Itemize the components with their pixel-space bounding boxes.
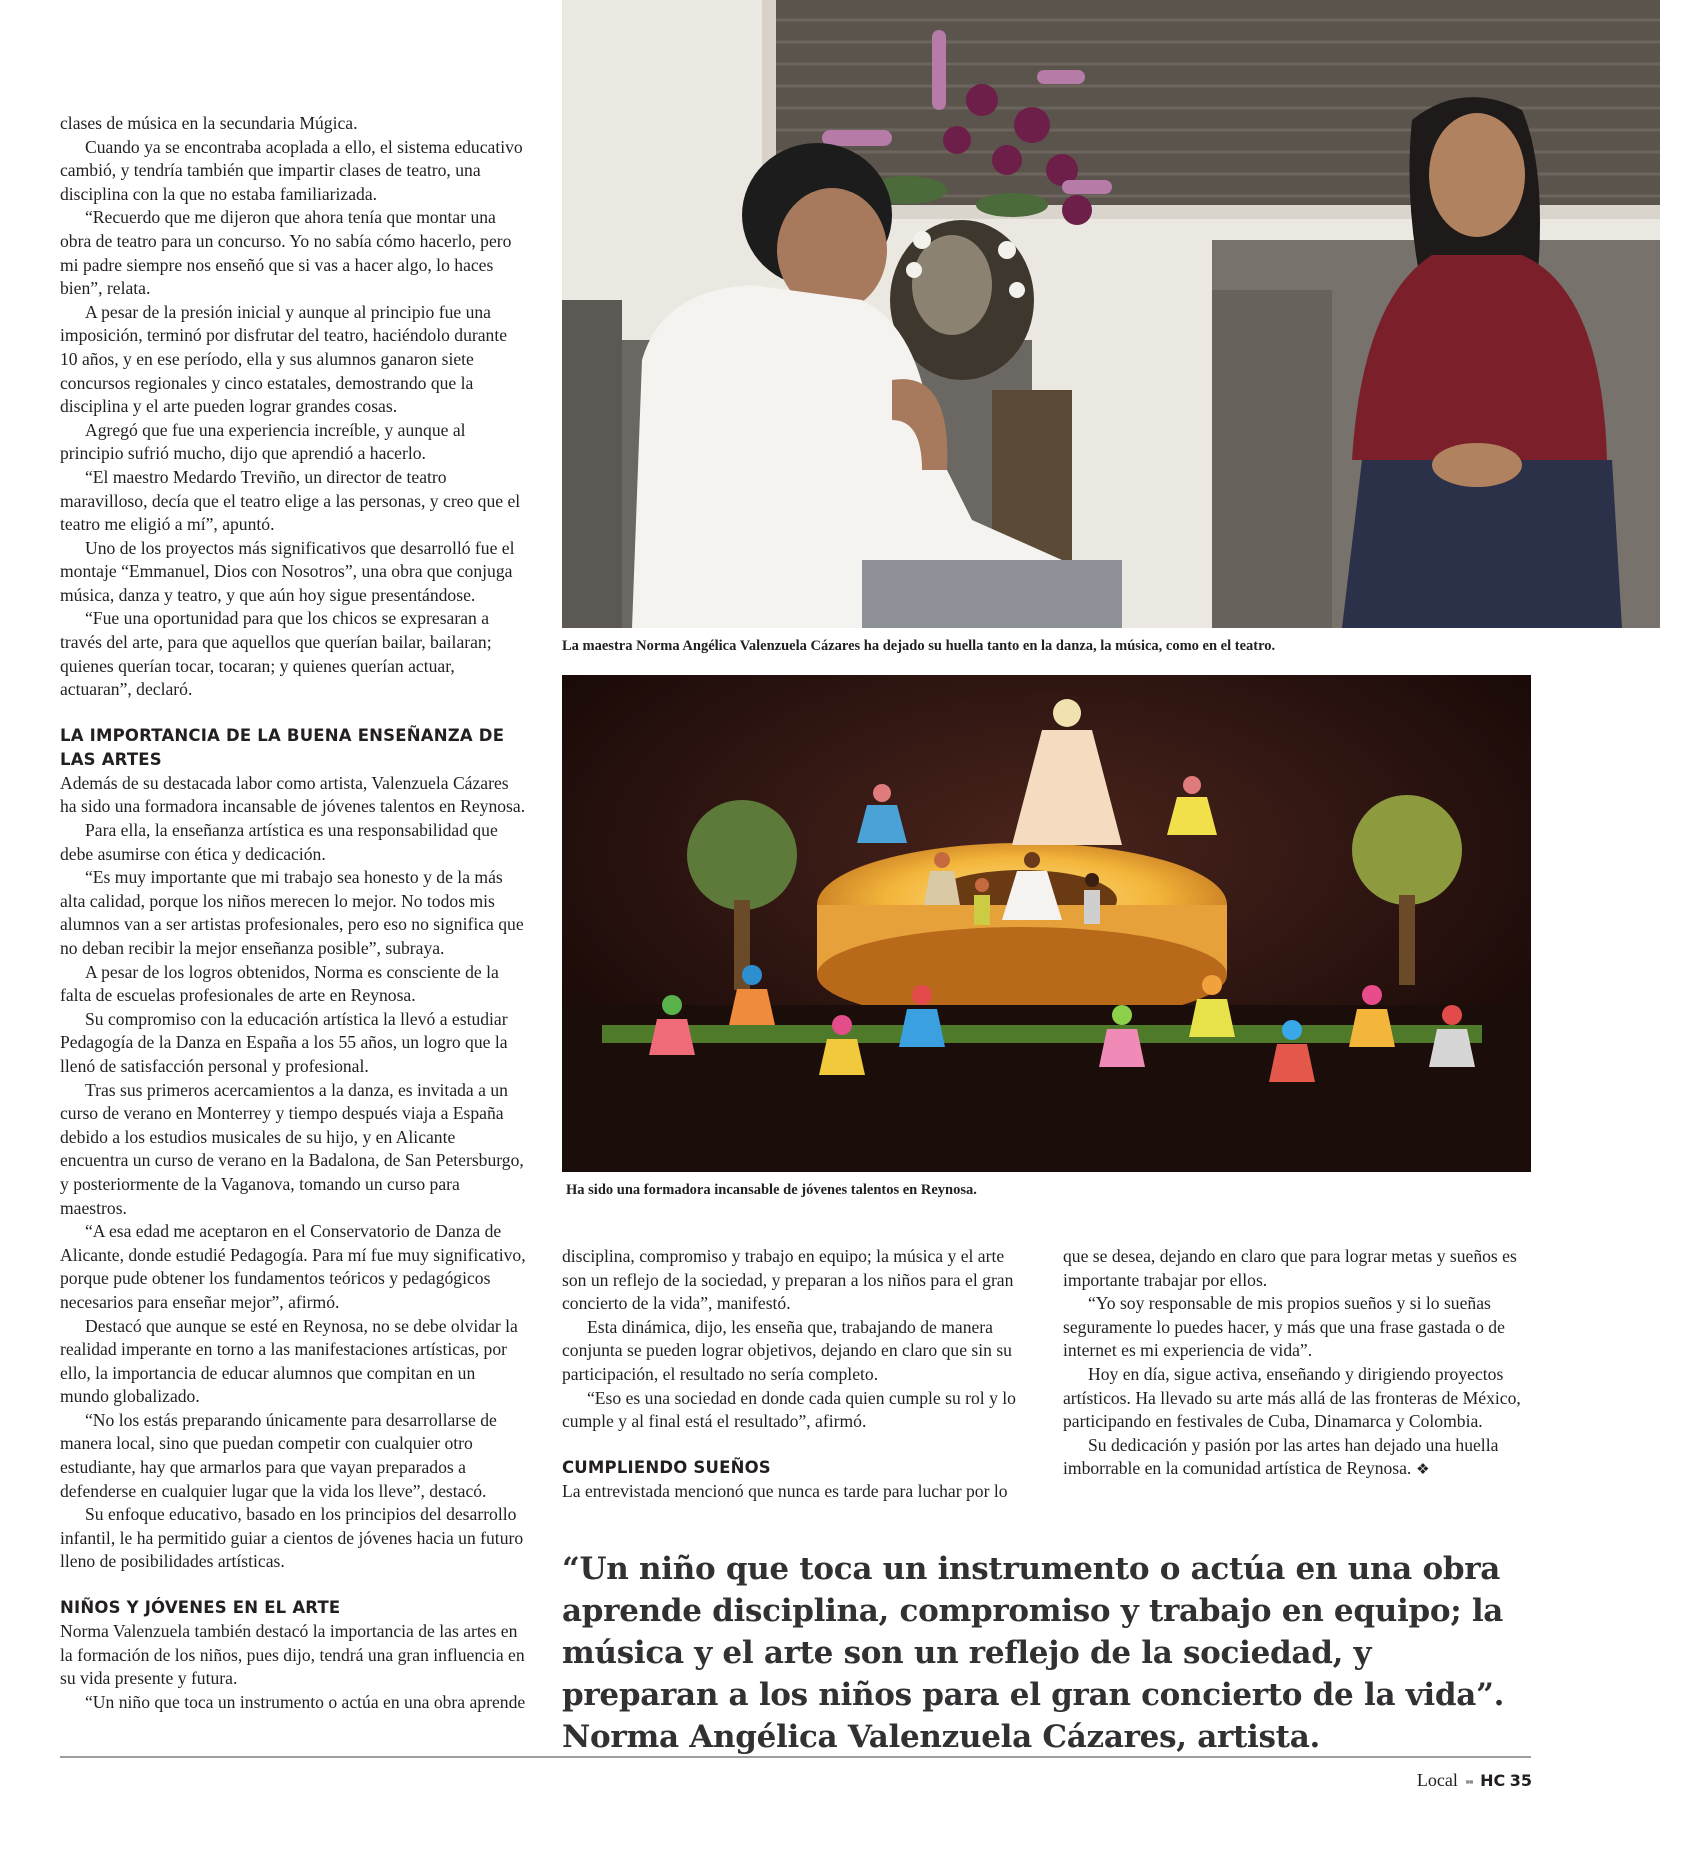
article-paragraph: Agregó que fue una experiencia increíble, y aunque al principio sufrió mucho, dijo que aprendió a hacerlo.	[60, 419, 466, 464]
article-paragraph: “Es muy importante que mi trabajo sea honesto y de la más alta calidad, porque los niños merecen lo mejor. No todos mis alumnos van a ser artistas profesionales, pero eso no significa que no deban recibir la mejor enseñanza posible”, subraya.	[60, 867, 524, 958]
article-paragraph: “No los estás preparando únicamente para desarrollarse de manera local, sino que puedan competir con cualquier otro estudiante, hay que armarlos para que vayan preparados a defenderse en cualquier lugar que la vida los lleve”, destacó.	[60, 1409, 497, 1501]
footer-page-number: 35	[1509, 1771, 1532, 1790]
article-paragraph: que se desea, dejando en claro que para lograr metas y sueños es importante trabajar por ellos.	[1063, 1246, 1517, 1290]
interview-photo	[562, 0, 1660, 628]
section-gap	[562, 1434, 1027, 1456]
stage-performance-illustration	[562, 675, 1531, 1172]
section-heading: NIÑOS Y JÓVENES EN EL ARTE	[60, 1598, 341, 1618]
article-paragraph: Su dedicación y pasión por las artes han dejado una huella imborrable en la comunidad artística de Reynosa. ❖	[1063, 1434, 1499, 1479]
pull-quote: “Un niño que toca un instrumento o actúa en una obra aprende disciplina, compromiso y trabajo en equipo; la música y el arte son un reflejo de la sociedad, y preparan a los niños para el gran concierto de la vida”. Norma Angélica Valenzuela Cázares, artista.	[562, 1551, 1505, 1755]
article-paragraph: Su compromiso con la educación artística la llevó a estudiar Pedagogía de la Danza en España a los 55 años, un logro que la llenó de satisfacción personal y profesional.	[60, 1008, 508, 1076]
article-paragraph: Su enfoque educativo, basado en los principios del desarrollo infantil, le ha permitido guiar a cientos de jóvenes hacia un futuro lleno de posibilidades artísticas.	[60, 1504, 524, 1572]
article-column-1	[60, 112, 528, 1714]
article-paragraph: Destacó que aunque se esté en Reynosa, no se debe olvidar la realidad imperante en torno a las manifestaciones artísticas, por ello, la importancia de educar alumnos que compitan en un mundo globalizado.	[60, 1315, 518, 1407]
footer-rule	[60, 1756, 1531, 1758]
footer-section-label: Local	[1416, 1770, 1458, 1790]
article-paragraph: “A esa edad me aceptaron en el Conservatorio de Danza de Alicante, donde estudié Pedagogía. Para mí fue muy significativo, porque pude obtener los fundamentos teóricos y pedagógicos necesarios para enseñar mejor”, afirmó.	[60, 1221, 526, 1312]
article-paragraph: “El maestro Medardo Treviño, un director de teatro maravilloso, decía que el teatro elige a las personas, y creo que el teatro me eligió a mí”, apuntó.	[60, 466, 521, 535]
section-gap	[60, 1574, 528, 1596]
article-paragraph: clases de música en la secundaria Múgica.	[60, 113, 358, 133]
stage-performance-photo	[562, 675, 1531, 1172]
article-paragraph: disciplina, compromiso y trabajo en equipo; la música y el arte son un reflejo de la sociedad, y preparan a los niños para el gran concierto de la vida”, manifestó.	[562, 1246, 1014, 1314]
article-column-3	[1063, 1245, 1536, 1482]
article-paragraph: Esta dinámica, dijo, les enseña que, trabajando de manera conjunta se pueden lograr objetivos, dejando en claro que sin su participación, el resultado no sería completo.	[562, 1316, 1012, 1384]
article-paragraph: Además de su destacada labor como artista, Valenzuela Cázares ha sido una formadora incansable de jóvenes talentos en Reynosa.	[60, 772, 526, 817]
article-paragraph: Para ella, la enseñanza artística es una responsabilidad que debe asumirse con ética y dedicación.	[60, 820, 498, 864]
article-paragraph: “Yo soy responsable de mis propios sueños y si lo sueñas seguramente lo puedes hacer, y más que una frase gastada o de internet es mi experiencia de vida”.	[1063, 1293, 1505, 1361]
section-gap	[60, 702, 528, 724]
article-paragraph: A pesar de los logros obtenidos, Norma es consciente de la falta de escuelas profesionales de arte en Reynosa.	[60, 961, 499, 1006]
end-of-article-mark: ❖	[1411, 1460, 1430, 1479]
article-paragraph: “Recuerdo que me dijeron que ahora tenía que montar una obra de teatro para un concurso. Yo no sabía cómo hacerlo, pero mi padre siempre nos enseñó que si vas a hacer algo, lo haces bien”, relata.	[60, 207, 512, 299]
section-heading: LA IMPORTANCIA DE LA BUENA ENSEÑANZA DE LAS ARTES	[60, 725, 505, 769]
section-heading: CUMPLIENDO SUEÑOS	[562, 1457, 771, 1477]
article-paragraph: “Fue una oportunidad para que los chicos se expresaran a través del arte, para que aquellos que querían bailar, bailaran; quienes querían tocar, tocaran; y quienes querían actuar, actuaran”, declaró.	[60, 608, 492, 700]
article-paragraph: “Un niño que toca un instrumento o actúa en una obra aprende	[85, 1691, 526, 1712]
interview-photo-illustration	[562, 0, 1660, 628]
footer-publication: HC	[1480, 1771, 1506, 1790]
article-paragraph: Cuando ya se encontraba acoplada a ello, el sistema educativo cambió, y tendría también que impartir clases de teatro, una disciplina con la que no estaba familiarizada.	[60, 136, 523, 204]
article-paragraph: Uno de los proyectos más significativos que desarrolló fue el montaje “Emmanuel, Dios con Nosotros”, una obra que conjuga música, danza y teatro, y que aún hoy sigue presentándose.	[60, 537, 515, 605]
article-paragraph: Norma Valenzuela también destacó la importancia de las artes en la formación de los niños, pues dijo, tendrá una gran influencia en su vida presente y futura.	[60, 1621, 525, 1689]
stage-photo-caption: Ha sido una formadora incansable de jóvenes talentos en Reynosa.	[566, 1182, 977, 1198]
article-paragraph: Tras sus primeros acercamientos a la danza, es invitada a un curso de verano en Monterrey y tiempo después viaja a España debido a los estudios musicales de su hijo, y en Alicante encuentra un curso de verano en la Badalona, de San Petersburgo, y posteriormente de la Vaganova, tomando un curso para maestros.	[60, 1079, 524, 1218]
page-footer	[1380, 1770, 1532, 1791]
article-paragraph: Hoy en día, sigue activa, enseñando y dirigiendo proyectos artísticos. Ha llevado su arte más allá de las fronteras de México, participando en festivales de Cuba, Dinamarca y Colombia.	[1063, 1363, 1521, 1432]
interview-photo-caption: La maestra Norma Angélica Valenzuela Cázares ha dejado su huella tanto en la danza, la música, como en el teatro.	[562, 638, 1276, 654]
article-column-2	[562, 1245, 1027, 1503]
article-paragraph: A pesar de la presión inicial y aunque al principio fue una imposición, terminó por disfrutar del teatro, haciéndolo durante 10 años, y en ese período, ella y sus alumnos ganaron siete concursos regionales y cinco estatales, demostrando que la disciplina y el arte pueden lograr grandes cosas.	[60, 301, 508, 417]
article-paragraph: La entrevistada mencionó que nunca es tarde para luchar por lo	[562, 1480, 1008, 1501]
footer-separator: ▪▪	[1465, 1774, 1473, 1789]
article-paragraph: “Eso es una sociedad en donde cada quien cumple su rol y lo cumple y al final está el resultado”, afirmó.	[562, 1387, 1016, 1432]
